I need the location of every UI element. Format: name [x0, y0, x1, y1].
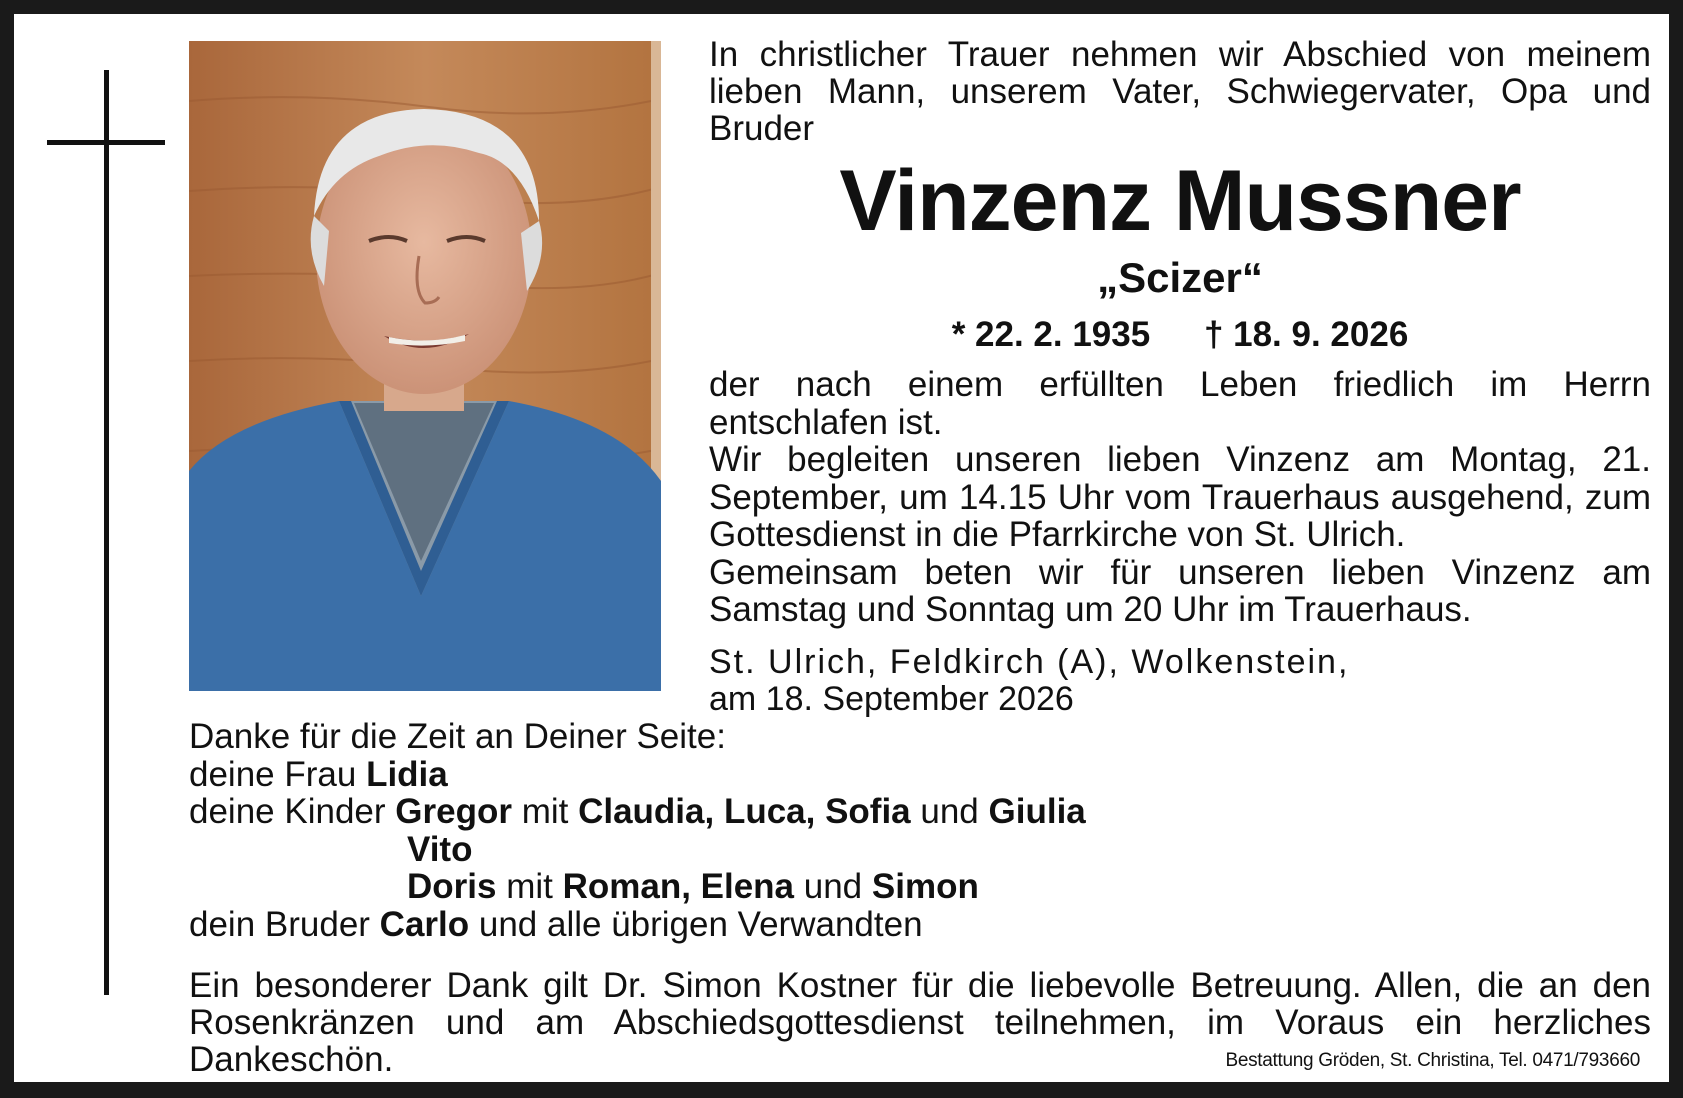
family-heading: Danke für die Zeit an Deiner Seite:	[189, 717, 726, 756]
announcement-body	[709, 366, 1651, 629]
grandchildren-names: Roman, Elena	[562, 867, 795, 906]
death-date: † 18. 9. 2026	[1203, 315, 1409, 354]
deceased-name: Vinzenz Mussner	[839, 153, 1521, 249]
cross-bar	[47, 140, 165, 145]
child-name: Gregor	[395, 792, 512, 831]
label: deine Kinder	[189, 792, 396, 831]
places: St. Ulrich, Feldkirch (A), Wolkenstein,	[709, 643, 1350, 681]
label: deine Frau	[189, 754, 367, 794]
child-name: Vito	[407, 829, 473, 869]
body-paragraph: der nach einem erfüllten Leben friedlich im Herrn entschlafen ist.	[709, 365, 1651, 442]
grandchild-name: Simon	[871, 867, 979, 906]
life-dates	[709, 314, 1651, 356]
family-list	[189, 718, 1389, 943]
grandchild-name: Giulia	[988, 792, 1086, 831]
portrait-photo	[189, 41, 661, 691]
connector: und	[910, 792, 989, 831]
intro-text: In christlicher Trauer nehmen wir Abschied von meinem lieben Mann, unserem Vater, Schwiegervater, Opa und Bruder	[709, 35, 1651, 148]
label: dein Bruder	[189, 904, 380, 944]
birth-date: * 22. 2. 1935	[951, 315, 1151, 354]
place-date: am 18. September 2026	[709, 680, 1074, 718]
family-line-wife	[189, 756, 1389, 794]
child-name: Doris	[407, 867, 497, 906]
connector: und	[794, 867, 872, 906]
funeral-details: Wir begleiten unseren lieben Vinzenz am Montag, 21. September, um 14.15 Uhr vom Trauerhaus ausgehend, zum Gottesdienst in die Pfarrkirche von St. Ulrich.	[709, 440, 1651, 554]
connector: mit	[496, 867, 563, 906]
family-line-children	[189, 793, 1389, 831]
prayer-details: Gemeinsam beten wir für unseren lieben Vinzenz am Samstag und Sonntag um 20 Uhr im Trauerhaus.	[709, 552, 1651, 629]
family-line-child3	[189, 868, 1389, 906]
thanks-text: Ein besonderer Dank gilt Dr. Simon Kostner für die liebevolle Betreuung. Allen, die an den Rosenkränzen und am Abschiedsgottesdienst teilnehmen, im Voraus ein herzliches Dankeschön.	[189, 966, 1651, 1079]
obituary-notice	[14, 14, 1669, 1082]
brother-name: Carlo	[379, 904, 470, 944]
family-line-child2	[189, 831, 1389, 869]
grandchildren-names: Claudia, Luca, Sofia	[578, 792, 911, 831]
wife-name: Lidia	[366, 754, 448, 794]
connector: mit	[511, 792, 579, 831]
family-line-brother	[189, 906, 1389, 944]
cross-icon	[104, 70, 109, 995]
nickname: „Scizer“	[1097, 254, 1263, 301]
funeral-home: Bestattung Gröden, St. Christina, Tel. 0471/793660	[1225, 1050, 1640, 1071]
label: und alle übrigen Verwandten	[469, 904, 923, 944]
